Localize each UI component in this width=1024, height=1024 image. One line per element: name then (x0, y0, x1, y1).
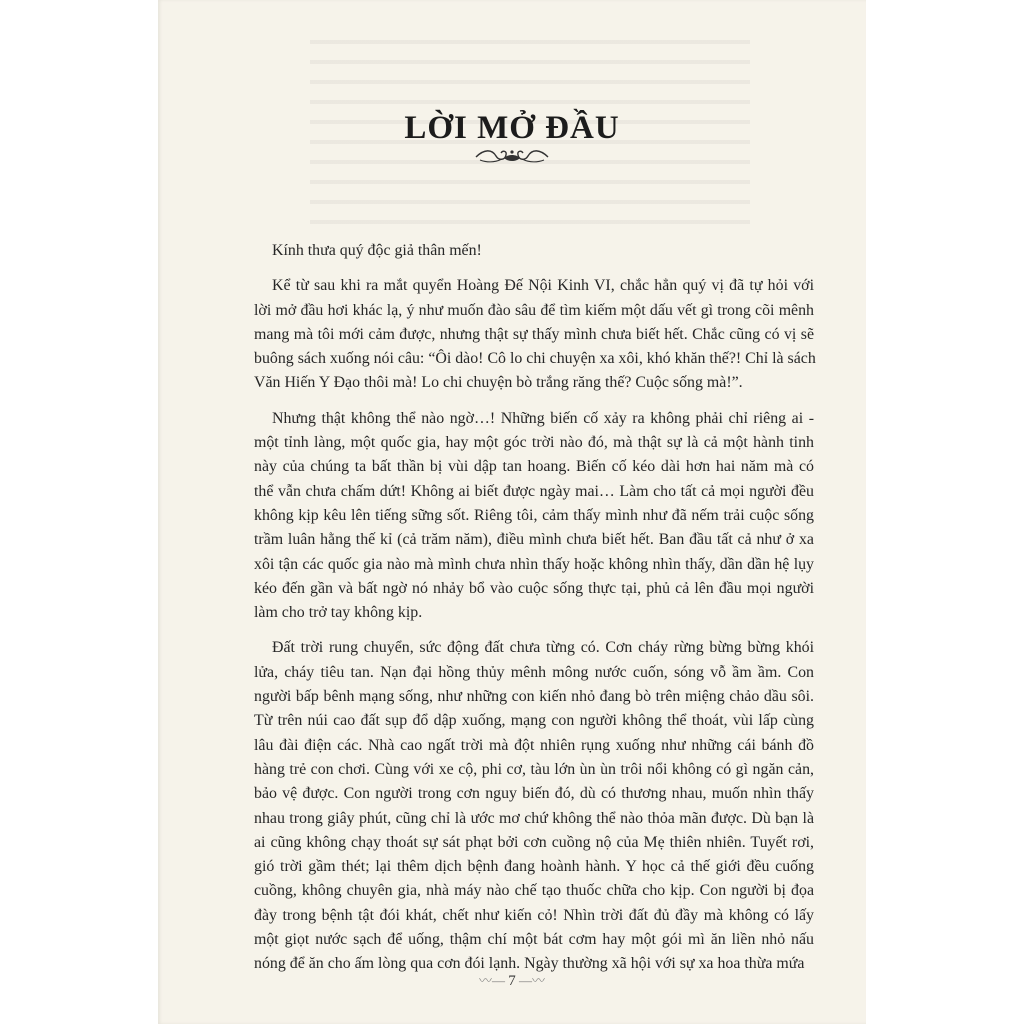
paragraph-1 (254, 274, 814, 395)
chapter-title: LỜI MỞ ĐẦU (404, 110, 620, 146)
text-line: Từ trên núi cao đất sụp đổ dập xuống, mạng con người không thể thoát, vùi lấp cùng (254, 712, 814, 730)
paragraph-2 (254, 407, 814, 626)
text-line: trầm luân hằng thế kỉ (cả trăm năm), điều mình chưa biết hết. Ban đầu tất cả như ở xa (254, 531, 814, 549)
text-line: nhau trong giây phút, cũng chỉ là ước mơ chứ không thể nào thỏa mãn được. Dù bạn là (254, 809, 814, 827)
text-line: thể vẫn chưa chấm dứt! Không ai biết được ngày mai… Làm cho tất cả mọi người đều (254, 482, 814, 500)
footer-swash-right-icon: —〰 (515, 973, 546, 988)
greeting-line (254, 239, 814, 263)
text-line: lời mở đầu hơi khác lạ, ý như muốn đào sâu để tìm kiếm một dấu vết gì trong cõi mênh (254, 301, 814, 319)
text-line: một tỉnh làng, một quốc gia, hay một góc trời nào đó, mà thật sự là cả một hành tinh (254, 434, 814, 452)
text-line: Văn Hiến Y Đạo thôi mà! Lo chi chuyện bò trắng răng thế? Cuộc sống mà!”. (254, 374, 743, 392)
text-line: này của chúng ta bất thần bị vùi dập tan hoang. Biến cố kéo dài hơn hai năm mà có (254, 458, 814, 476)
text-line: kéo đến gần và bất ngờ nó nhảy bổ vào cuộc sống thực tại, phủ cả lên đầu mọi người (254, 579, 814, 597)
text-line (254, 636, 814, 660)
text-line: buông sách xuống nói câu: “Ôi dào! Cô lo chi chuyện xa xôi, khó khăn thế?! Chỉ là sách (254, 350, 816, 368)
text-line: bảo vệ được. Con người trong cơn nguy biến đó, dù có thương nhau, muốn nhìn thấy (254, 785, 814, 803)
flourish-ornament-icon (474, 147, 550, 165)
text-line (254, 274, 814, 298)
page-number: 7 (508, 973, 516, 989)
greeting-text: Kính thưa quý độc giả thân mến! (272, 242, 482, 259)
text-line: làm cho trở tay không kịp. (254, 604, 423, 622)
text-line-content: Kể từ sau khi ra mắt quyển Hoàng Đế Nội Kinh VI, chắc hẳn quý vị đã tự hỏi với (272, 277, 814, 295)
text-line: ai cũng không chạy thoát sự sát phạt bởi cơn cuồng nộ của Mẹ thiên nhiên. Tuyết rơi, (254, 833, 814, 851)
text-line: đày trong bệnh tật đói khát, chết như kiến cỏ! Nhìn trời đất đủ đầy mà không có lấy (254, 906, 814, 924)
text-line: một giọt nước sạch để uống, thậm chí một bát cơm hay một gói mì ăn liền nhỏ nấu (254, 931, 814, 949)
text-line: nóng để ăn cho ấm lòng qua cơn đói lạnh. Ngày thường xã hội với sự xa hoa thừa mứa (254, 955, 805, 973)
paragraph-3 (254, 636, 814, 976)
text-line: lửa, cháy tiêu tan. Nạn đại hồng thủy mênh mông nước cuốn, sóng vỗ ầm ầm. Con (254, 663, 814, 681)
text-line: không kịp kêu lên tiếng sững sốt. Riêng tôi, cảm thấy mình như đã nếm trải cuộc sống (254, 506, 814, 524)
text-line: mang mà tôi mới cảm được, nhưng thật sự thấy mình chưa biết hết. Chắc cũng có vị sẽ (254, 325, 814, 343)
text-line: hàng trẻ con chơi. Cùng với xe cộ, phi cơ, tàu lớn ùn ùn trôi nổi không có gì ngăn cản, (254, 760, 814, 778)
text-line: xôi tận các quốc gia nào mà mình chưa nhìn thấy hoặc không nhìn thấy, dần dần hệ lụy (254, 555, 814, 573)
page-footer (158, 970, 866, 990)
body-text (254, 239, 814, 977)
footer-swash-left-icon: 〰— (478, 973, 509, 988)
text-line-content: Đất trời rung chuyển, sức động đất chưa từng có. Cơn cháy rừng bừng bừng khói (272, 639, 814, 657)
text-line: lâu đài điện các. Nhà cao ngất trời mà đột nhiên rụng xuống như những cái bánh đồ (254, 736, 814, 754)
text-line: người bấp bênh mạng sống, như những con kiến nhỏ đang bò trên miệng chảo dầu sôi. (254, 688, 814, 706)
text-line (254, 407, 814, 431)
text-line-content: Nhưng thật không thể nào ngờ…! Những biến cố xảy ra không phải chỉ riêng ai - (272, 409, 814, 427)
text-line: gió trời gầm thét; lại thêm dịch bệnh đang hoành hành. Y học cả thế giới đều cuống (254, 858, 814, 876)
text-line: cuồng, không chuyên gia, nhà máy nào chế tạo thuốc chữa cho kịp. Con người bị đọa (254, 882, 814, 900)
